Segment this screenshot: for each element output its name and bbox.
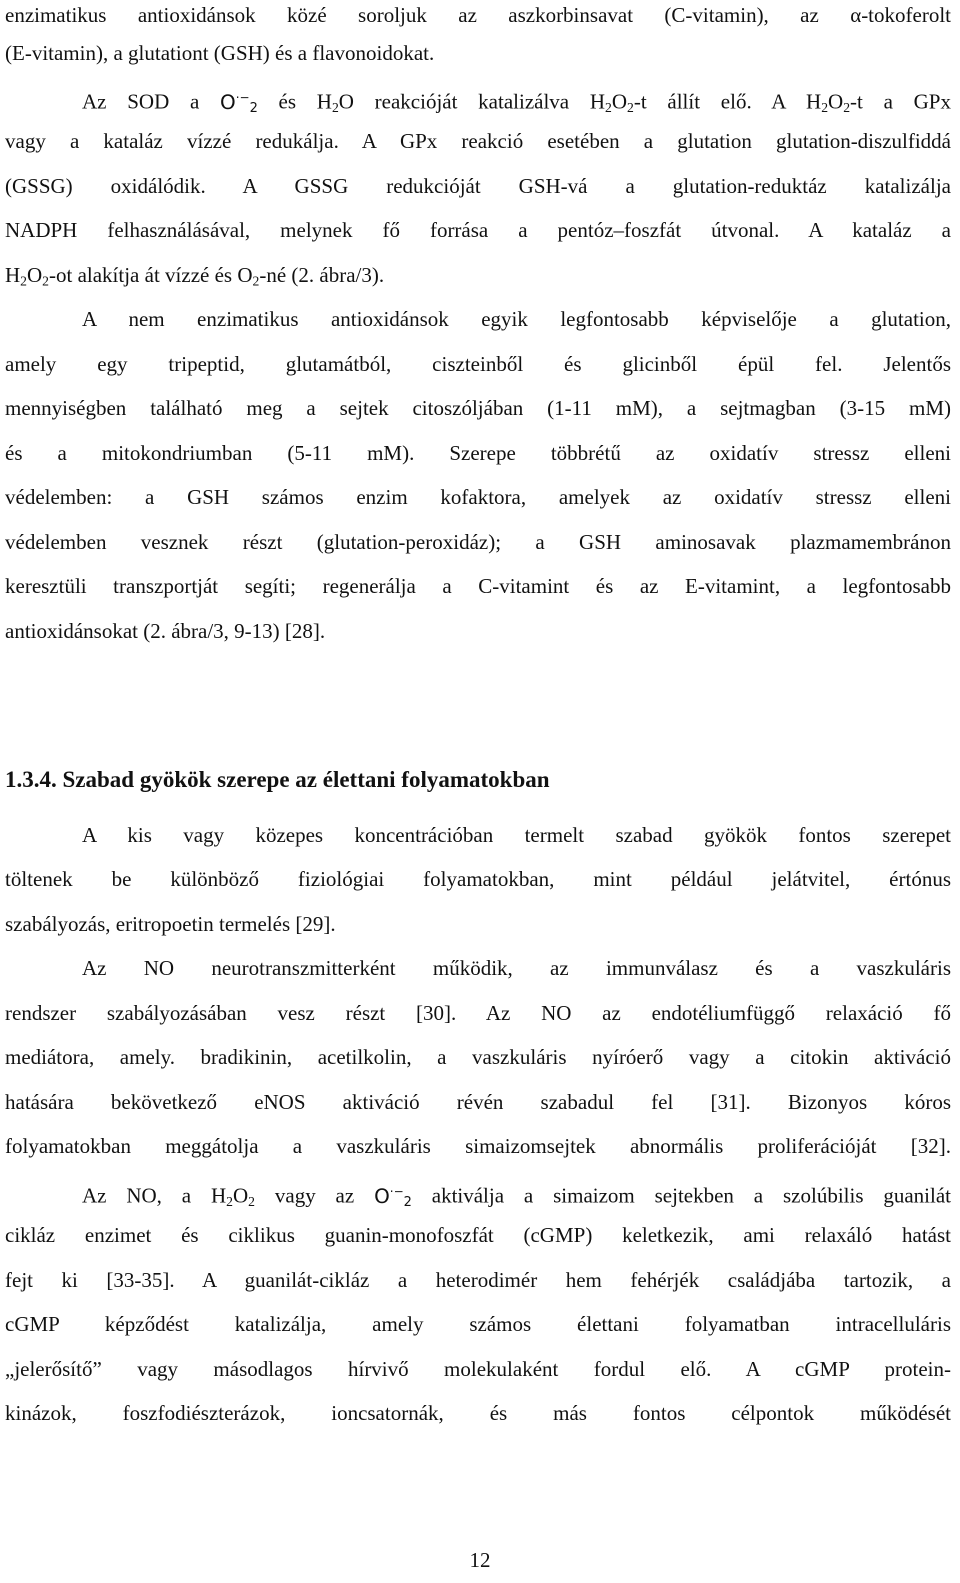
text-line: (E-vitamin), a glutationt (GSH) és a flavonoidokat.: [5, 41, 435, 65]
text-line: Az NO neurotranszmitterként működik, az immunválasz és a vaszkuláris: [82, 956, 951, 980]
text-line: keresztüli transzportját segíti; regenerálja a C-vitamint és az E-vitamint, a legfontosabb: [5, 574, 951, 598]
text-line: kinázok, foszfodiészterázok, ioncsatornák, és más fontos célpontok működését: [5, 1401, 951, 1425]
text-line: folyamatokban meggátolja a vaszkuláris simaizomsejtek abnormális proliferációját [32].: [5, 1134, 951, 1158]
section-title: Szabad gyökök szerepe az élettani folyamatokban: [62, 767, 550, 792]
text-line: Az NO, a $H_2O_2$ vagy az $O^{\cdot-}_2$ aktiválja a simaizom sejtekben a szolúbilis guanilát: [82, 1183, 952, 1210]
text-line: védelemben vesznek részt (glutation-peroxidáz); a GSH aminosavak plazmamembránon: [5, 530, 951, 554]
section-number: 1.3.4.: [5, 767, 57, 792]
text-line: $H_2O_2-ot$ alakítja át vízzé és $O_2-né$ (2. ábra/3).: [5, 263, 385, 289]
page-number: 12: [469, 1548, 491, 1572]
text-line: és a mitokondriumban (5-11 mM). Szerepe többrétű az oxidatív stressz elleni: [5, 441, 951, 465]
text-line: fejt ki [33-35]. A guanilát-cikláz a heterodimér hem fehérjék családjába tartozik, a: [5, 1268, 951, 1292]
text-line: mediátora, amely. bradikinin, acetilkolin, a vaszkuláris nyíróerő vagy a citokin aktiváció: [5, 1045, 951, 1069]
text-line: rendszer szabályozásában vesz részt [30]. Az NO az endotéliumfüggő relaxáció fő: [5, 1001, 951, 1025]
text-line: hatására bekövetkező eNOS aktiváció révén szabadul fel [31]. Bizonyos kóros: [5, 1090, 951, 1114]
superoxide-formula: $O^{\cdot-}_2$: [220, 89, 258, 116]
text-line: enzimatikus antioxidánsok közé soroljuk az aszkorbinsavat (C-vitamin), az α-tokoferolt: [5, 3, 951, 27]
text-line: cikláz enzimet és ciklikus guanin-monofoszfát (cGMP) keletkezik, ami relaxáló hatást: [5, 1223, 951, 1247]
text-line: cGMP képződést katalizálja, amely számos élettani folyamatban intracelluláris: [5, 1312, 951, 1336]
text-line: töltenek be különböző fiziológiai folyamatokban, mint például jelátvitel, értónus: [5, 867, 951, 891]
text-line: NADPH felhasználásával, melynek fő forrása a pentóz–foszfát útvonal. A kataláz a: [5, 218, 951, 242]
text-line: A kis vagy közepes koncentrációban termelt szabad gyökök fontos szerepet: [82, 823, 951, 847]
text-line: szabályozás, eritropoetin termelés [29].: [5, 912, 336, 936]
text-line: védelemben: a GSH számos enzim kofaktora, amelyek az oxidatív stressz elleni: [5, 485, 951, 509]
section-heading: [5, 763, 550, 797]
text-line: mennyiségben található meg a sejtek citoszóljában (1-11 mM), a sejtmagban (3-15 mM): [5, 396, 951, 420]
text-line: A nem enzimatikus antioxidánsok egyik legfontosabb képviselője a glutation,: [82, 307, 951, 331]
text-line: (GSSG) oxidálódik. A GSSG redukcióját GSH-vá a glutation-reduktáz katalizálja: [5, 174, 951, 198]
text-line: antioxidánsokat (2. ábra/3, 9-13) [28].: [5, 619, 326, 643]
text-line: vagy a kataláz vízzé redukálja. A GPx reakció esetében a glutation glutation-diszulfiddá: [5, 129, 951, 153]
text-line: „jelerősítő” vagy másodlagos hírvivő molekulaként fordul elő. A cGMP protein-: [5, 1357, 951, 1381]
text-line: amely egy tripeptid, glutamátból, ciszteinből és glicinből épül fel. Jelentős: [5, 352, 951, 376]
superoxide-formula: $O^{\cdot-}_2$: [374, 1183, 412, 1210]
text-line: Az SOD a $O^{\cdot-}_2$ és $H_2O$ reakcióját katalizálva $H_2O_2-t$ állít elő. A $H_2O_2-t$ a GPx: [82, 89, 951, 116]
